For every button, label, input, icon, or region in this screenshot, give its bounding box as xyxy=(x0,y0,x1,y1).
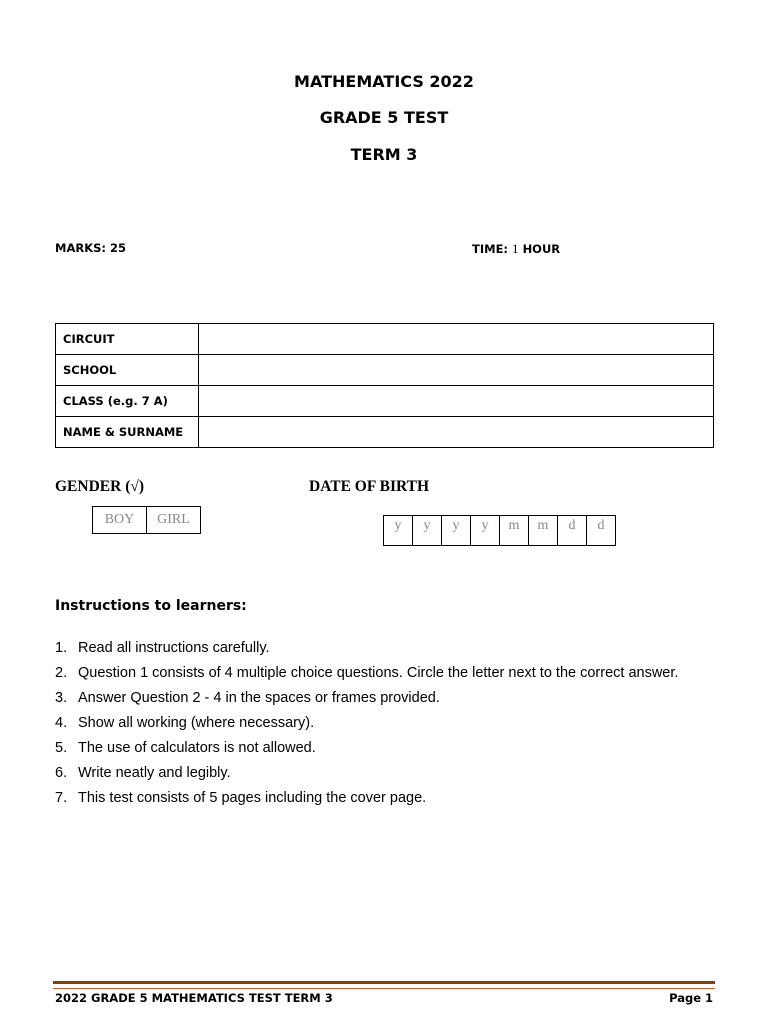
item-text: This test consists of 5 pages including the cover page. xyxy=(78,790,427,806)
list-item xyxy=(55,661,695,686)
item-number: 4. xyxy=(55,715,68,731)
title-term: TERM 3 xyxy=(350,145,418,164)
dob-month-cell[interactable]: m xyxy=(500,516,529,546)
circuit-label: CIRCUIT xyxy=(56,324,199,355)
class-label: CLASS (e.g. 7 A) xyxy=(56,386,199,417)
name-surname-field[interactable] xyxy=(199,417,714,448)
footer-title: 2022 GRADE 5 MATHEMATICS TEST TERM 3 xyxy=(55,991,333,1005)
time-unit: HOUR xyxy=(522,242,561,256)
item-number: 2. xyxy=(55,665,68,681)
list-item xyxy=(55,636,695,661)
table-row xyxy=(56,324,714,355)
school-field[interactable] xyxy=(199,355,714,386)
table-row xyxy=(56,355,714,386)
item-number: 3. xyxy=(55,690,68,706)
gender-girl-box[interactable]: GIRL xyxy=(147,507,201,534)
time-label-text: TIME: xyxy=(472,242,509,256)
learner-info-table xyxy=(55,323,714,448)
list-item xyxy=(55,686,695,711)
gender-boxes xyxy=(92,506,201,534)
marks-label: MARKS: 25 xyxy=(55,241,126,255)
item-text: Read all instructions carefully. xyxy=(78,640,270,656)
dob-year-cell[interactable]: y xyxy=(413,516,442,546)
item-number: 7. xyxy=(55,790,68,806)
dob-year-cell[interactable]: y xyxy=(471,516,500,546)
date-of-birth-boxes xyxy=(383,515,616,546)
instructions-heading: Instructions to learners: xyxy=(55,598,247,614)
gender-boy-box[interactable]: BOY xyxy=(93,507,147,534)
footer-divider xyxy=(53,981,715,989)
item-text: Question 1 consists of 4 multiple choice questions. Circle the letter next to the correct answer. xyxy=(78,665,679,681)
dob-day-cell[interactable]: d xyxy=(587,516,616,546)
list-item xyxy=(55,786,695,811)
page-number: Page 1 xyxy=(669,991,713,1005)
table-row xyxy=(56,386,714,417)
school-label: SCHOOL xyxy=(56,355,199,386)
title-subject: MATHEMATICS 2022 xyxy=(294,72,474,91)
item-text: Answer Question 2 - 4 in the spaces or frames provided. xyxy=(78,690,440,706)
item-number: 1. xyxy=(55,640,68,656)
title-grade: GRADE 5 TEST xyxy=(319,108,449,127)
dob-year-cell[interactable]: y xyxy=(384,516,413,546)
gender-label: GENDER (√) xyxy=(55,478,145,495)
list-item xyxy=(55,711,695,736)
table-row xyxy=(56,417,714,448)
item-text: Show all working (where necessary). xyxy=(78,715,315,731)
item-text: The use of calculators is not allowed. xyxy=(78,740,316,756)
list-item xyxy=(55,736,695,761)
time-label xyxy=(472,241,560,257)
dob-day-cell[interactable]: d xyxy=(558,516,587,546)
name-surname-label: NAME & SURNAME xyxy=(56,417,199,448)
instructions-list xyxy=(55,636,695,811)
time-value: 1 xyxy=(512,241,519,256)
list-item xyxy=(55,761,695,786)
class-field[interactable] xyxy=(199,386,714,417)
dob-year-cell[interactable]: y xyxy=(442,516,471,546)
item-number: 6. xyxy=(55,765,68,781)
circuit-field[interactable] xyxy=(199,324,714,355)
item-number: 5. xyxy=(55,740,68,756)
item-text: Write neatly and legibly. xyxy=(78,765,231,781)
date-of-birth-label: DATE OF BIRTH xyxy=(309,478,430,495)
dob-month-cell[interactable]: m xyxy=(529,516,558,546)
